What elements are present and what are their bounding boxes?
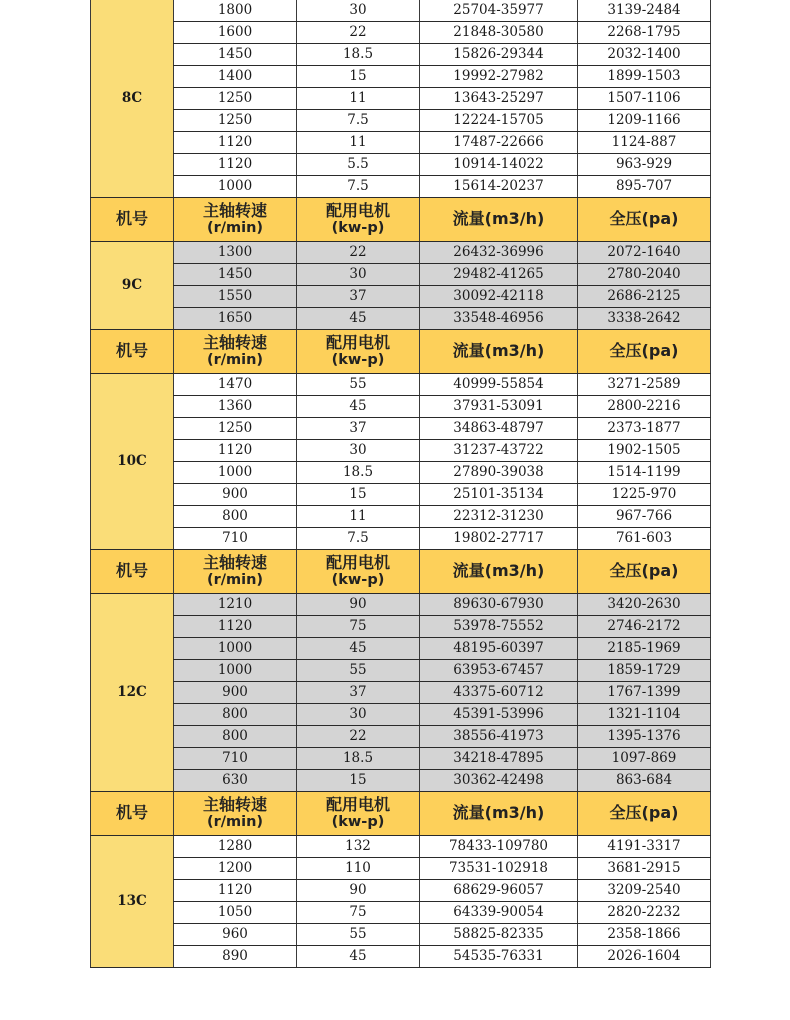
flow-cell: 34863-48797 [420,418,578,440]
pressure-cell: 2358-1866 [578,924,711,946]
flow-cell: 38556-41973 [420,726,578,748]
table-row [91,858,711,880]
column-header-row [91,330,711,374]
model-cell: 13C [91,836,174,968]
fan-spec-table [90,0,711,968]
motor-cell: 75 [297,616,420,638]
table-row [91,462,711,484]
pressure-cell: 1097-869 [578,748,711,770]
table-row [91,440,711,462]
motor-cell: 45 [297,396,420,418]
header-speed-unit: (r/min) [206,220,264,237]
header-speed-label: 主轴转速 [202,332,267,352]
speed-cell: 1250 [174,418,297,440]
table-row [91,308,711,330]
flow-cell: 17487-22666 [420,132,578,154]
speed-cell: 630 [174,770,297,792]
flow-cell: 29482-41265 [420,264,578,286]
flow-cell: 21848-30580 [420,22,578,44]
header-pressure: 全压(pa) [578,792,711,836]
motor-cell: 132 [297,836,420,858]
table-row [91,836,711,858]
pressure-cell: 1899-1503 [578,66,711,88]
header-motor [297,792,420,836]
header-motor-unit: (kw-p) [331,352,385,369]
motor-cell: 90 [297,880,420,902]
flow-cell: 31237-43722 [420,440,578,462]
speed-cell: 1120 [174,132,297,154]
pressure-cell: 3271-2589 [578,374,711,396]
motor-cell: 90 [297,594,420,616]
header-speed [174,792,297,836]
flow-cell: 19992-27982 [420,66,578,88]
header-model: 机号 [91,330,174,374]
flow-cell: 19802-27717 [420,528,578,550]
header-speed-label: 主轴转速 [202,794,267,814]
flow-cell: 54535-76331 [420,946,578,968]
table-row [91,528,711,550]
pressure-cell: 1395-1376 [578,726,711,748]
flow-cell: 63953-67457 [420,660,578,682]
motor-cell: 30 [297,704,420,726]
speed-cell: 710 [174,748,297,770]
pressure-cell: 761-603 [578,528,711,550]
table-row [91,0,711,22]
table-row [91,396,711,418]
pressure-cell: 1507-1106 [578,88,711,110]
pressure-cell: 2373-1877 [578,418,711,440]
table-row [91,748,711,770]
table-row [91,418,711,440]
table-row [91,154,711,176]
header-motor-unit: (kw-p) [331,814,385,831]
header-pressure: 全压(pa) [578,198,711,242]
motor-cell: 45 [297,638,420,660]
flow-cell: 78433-109780 [420,836,578,858]
table-row [91,616,711,638]
pressure-cell: 1767-1399 [578,682,711,704]
header-motor-label: 配用电机 [325,794,390,814]
motor-cell: 45 [297,946,420,968]
pressure-cell: 2800-2216 [578,396,711,418]
flow-cell: 48195-60397 [420,638,578,660]
speed-cell: 1550 [174,286,297,308]
speed-cell: 1450 [174,44,297,66]
header-motor-unit: (kw-p) [331,220,385,237]
pressure-cell: 1859-1729 [578,660,711,682]
speed-cell: 1280 [174,836,297,858]
motor-cell: 37 [297,286,420,308]
speed-cell: 1000 [174,462,297,484]
header-model: 机号 [91,550,174,594]
table-row [91,704,711,726]
motor-cell: 11 [297,88,420,110]
flow-cell: 37931-53091 [420,396,578,418]
motor-cell: 55 [297,924,420,946]
pressure-cell: 2820-2232 [578,902,711,924]
table-row [91,286,711,308]
pressure-cell: 2072-1640 [578,242,711,264]
speed-cell: 1470 [174,374,297,396]
motor-cell: 37 [297,418,420,440]
table-row [91,594,711,616]
flow-cell: 30362-42498 [420,770,578,792]
speed-cell: 1600 [174,22,297,44]
motor-cell: 110 [297,858,420,880]
fan-spec-table-body [91,0,711,968]
speed-cell: 800 [174,704,297,726]
table-row [91,638,711,660]
model-cell: 9C [91,242,174,330]
header-flow: 流量(m3/h) [420,550,578,594]
pressure-cell: 3681-2915 [578,858,711,880]
pressure-cell: 3209-2540 [578,880,711,902]
flow-cell: 53978-75552 [420,616,578,638]
motor-cell: 15 [297,484,420,506]
table-row [91,506,711,528]
column-header-row [91,550,711,594]
header-motor [297,198,420,242]
pressure-cell: 1902-1505 [578,440,711,462]
pressure-cell: 1124-887 [578,132,711,154]
pressure-cell: 3139-2484 [578,0,711,22]
pressure-cell: 2268-1795 [578,22,711,44]
header-speed-label: 主轴转速 [202,552,267,572]
column-header-row [91,198,711,242]
pressure-cell: 863-684 [578,770,711,792]
table-row [91,770,711,792]
flow-cell: 89630-67930 [420,594,578,616]
flow-cell: 68629-96057 [420,880,578,902]
speed-cell: 1800 [174,0,297,22]
pressure-cell: 2185-1969 [578,638,711,660]
flow-cell: 27890-39038 [420,462,578,484]
pressure-cell: 1514-1199 [578,462,711,484]
motor-cell: 55 [297,660,420,682]
flow-cell: 13643-25297 [420,88,578,110]
column-header-row [91,792,711,836]
header-motor [297,330,420,374]
flow-cell: 15614-20237 [420,176,578,198]
flow-cell: 40999-55854 [420,374,578,396]
header-motor-label: 配用电机 [325,552,390,572]
header-speed-unit: (r/min) [206,572,264,589]
page-bottom-margin [0,985,790,1020]
header-motor-label: 配用电机 [325,200,390,220]
speed-cell: 1120 [174,440,297,462]
speed-cell: 1450 [174,264,297,286]
motor-cell: 18.5 [297,44,420,66]
pressure-cell: 2026-1604 [578,946,711,968]
motor-cell: 37 [297,682,420,704]
table-row [91,264,711,286]
motor-cell: 75 [297,902,420,924]
pressure-cell: 2032-1400 [578,44,711,66]
flow-cell: 73531-102918 [420,858,578,880]
flow-cell: 58825-82335 [420,924,578,946]
motor-cell: 15 [297,770,420,792]
pressure-cell: 895-707 [578,176,711,198]
speed-cell: 890 [174,946,297,968]
table-row [91,132,711,154]
table-row [91,176,711,198]
header-model: 机号 [91,792,174,836]
pressure-cell: 2780-2040 [578,264,711,286]
speed-cell: 1000 [174,660,297,682]
motor-cell: 55 [297,374,420,396]
motor-cell: 30 [297,0,420,22]
speed-cell: 1050 [174,902,297,924]
flow-cell: 12224-15705 [420,110,578,132]
pressure-cell: 3420-2630 [578,594,711,616]
motor-cell: 18.5 [297,462,420,484]
motor-cell: 18.5 [297,748,420,770]
flow-cell: 30092-42118 [420,286,578,308]
flow-cell: 15826-29344 [420,44,578,66]
motor-cell: 30 [297,264,420,286]
table-row [91,880,711,902]
speed-cell: 1360 [174,396,297,418]
flow-cell: 26432-36996 [420,242,578,264]
table-row [91,946,711,968]
flow-cell: 25704-35977 [420,0,578,22]
model-cell: 8C [91,0,174,198]
pressure-cell: 4191-3317 [578,836,711,858]
header-flow: 流量(m3/h) [420,330,578,374]
speed-cell: 1120 [174,616,297,638]
table-row [91,660,711,682]
speed-cell: 1200 [174,858,297,880]
header-flow: 流量(m3/h) [420,198,578,242]
speed-cell: 1400 [174,66,297,88]
speed-cell: 1250 [174,110,297,132]
speed-cell: 710 [174,528,297,550]
speed-cell: 1300 [174,242,297,264]
header-model: 机号 [91,198,174,242]
header-motor [297,550,420,594]
speed-cell: 1120 [174,154,297,176]
motor-cell: 7.5 [297,110,420,132]
motor-cell: 11 [297,506,420,528]
model-cell: 10C [91,374,174,550]
speed-cell: 1000 [174,176,297,198]
pressure-cell: 1209-1166 [578,110,711,132]
header-speed-unit: (r/min) [206,814,264,831]
table-row [91,22,711,44]
flow-cell: 22312-31230 [420,506,578,528]
speed-cell: 800 [174,506,297,528]
table-row [91,374,711,396]
flow-cell: 45391-53996 [420,704,578,726]
table-row [91,902,711,924]
table-row [91,924,711,946]
flow-cell: 43375-60712 [420,682,578,704]
speed-cell: 800 [174,726,297,748]
motor-cell: 22 [297,726,420,748]
motor-cell: 22 [297,22,420,44]
motor-cell: 7.5 [297,528,420,550]
header-pressure: 全压(pa) [578,330,711,374]
motor-cell: 22 [297,242,420,264]
pressure-cell: 967-766 [578,506,711,528]
speed-cell: 1000 [174,638,297,660]
motor-cell: 15 [297,66,420,88]
table-row [91,44,711,66]
table-row [91,682,711,704]
spec-sheet [90,0,710,968]
header-pressure: 全压(pa) [578,550,711,594]
speed-cell: 1250 [174,88,297,110]
header-motor-unit: (kw-p) [331,572,385,589]
header-speed [174,550,297,594]
flow-cell: 64339-90054 [420,902,578,924]
header-motor-label: 配用电机 [325,332,390,352]
pressure-cell: 963-929 [578,154,711,176]
speed-cell: 1210 [174,594,297,616]
table-row [91,484,711,506]
header-speed [174,330,297,374]
header-speed [174,198,297,242]
header-speed-label: 主轴转速 [202,200,267,220]
motor-cell: 45 [297,308,420,330]
table-row [91,88,711,110]
pressure-cell: 2746-2172 [578,616,711,638]
speed-cell: 960 [174,924,297,946]
pressure-cell: 1225-970 [578,484,711,506]
speed-cell: 1120 [174,880,297,902]
motor-cell: 11 [297,132,420,154]
table-row [91,242,711,264]
pressure-cell: 3338-2642 [578,308,711,330]
motor-cell: 5.5 [297,154,420,176]
flow-cell: 10914-14022 [420,154,578,176]
flow-cell: 33548-46956 [420,308,578,330]
flow-cell: 34218-47895 [420,748,578,770]
table-row [91,110,711,132]
model-cell: 12C [91,594,174,792]
speed-cell: 1650 [174,308,297,330]
speed-cell: 900 [174,484,297,506]
header-speed-unit: (r/min) [206,352,264,369]
flow-cell: 25101-35134 [420,484,578,506]
header-flow: 流量(m3/h) [420,792,578,836]
speed-cell: 900 [174,682,297,704]
table-row [91,726,711,748]
table-row [91,66,711,88]
pressure-cell: 1321-1104 [578,704,711,726]
motor-cell: 30 [297,440,420,462]
motor-cell: 7.5 [297,176,420,198]
pressure-cell: 2686-2125 [578,286,711,308]
